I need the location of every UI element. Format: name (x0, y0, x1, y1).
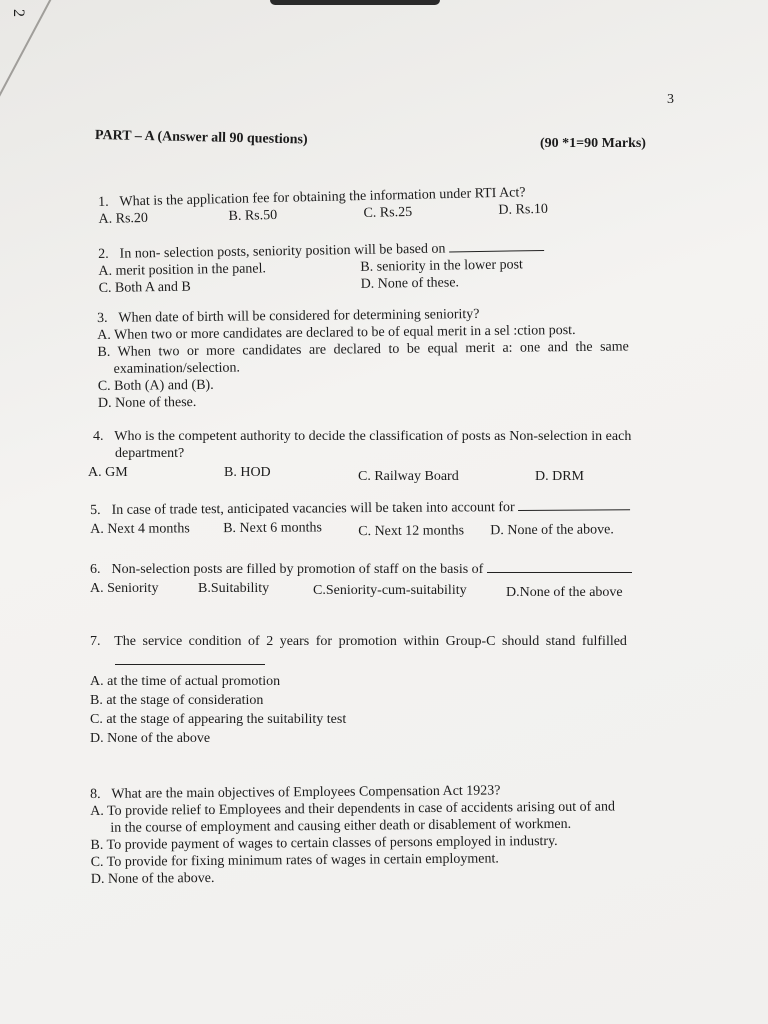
question-text: In case of trade test, anticipated vacancies will be taken into account for (111, 500, 515, 518)
option-a: A. Seniority (90, 581, 159, 596)
question-number: 3. (97, 310, 108, 326)
option-a: A. Next 4 months (90, 521, 190, 537)
question-7 (90, 633, 690, 748)
option-a: A. at the time of actual promotion (90, 674, 281, 689)
option-a: A. GM (88, 465, 128, 480)
option-d: D. None of the above. (490, 522, 614, 539)
option-b: B.Suitability (198, 581, 270, 596)
question-5 (90, 498, 690, 538)
question-number: 8. (90, 786, 101, 802)
corner-mark: 2 (10, 9, 27, 17)
question-3 (97, 304, 688, 412)
answer-blank (518, 509, 630, 511)
question-number: 6. (90, 562, 101, 577)
option-b-continued: examination/selection. (113, 360, 241, 377)
option-d: D. None of the above. (90, 870, 215, 887)
question-8 (90, 781, 691, 888)
answer-blank (449, 250, 544, 252)
question-text: What are the main objectives of Employees Compensation Act 1923? (111, 783, 501, 802)
option-d: D. Rs.10 (498, 201, 549, 218)
option-b: B. To provide payment of wages to certain classes of persons employed in industry. (90, 833, 558, 853)
question-text-continued: department? (115, 446, 185, 461)
option-c: C. Both A and B (98, 279, 191, 296)
question-text: Who is the competent authority to decide the classification of posts as Non-selection in each (114, 429, 632, 444)
question-4 (88, 428, 693, 484)
answer-blank (487, 572, 632, 573)
question-number: 1. (98, 194, 109, 210)
option-a: A. merit position in the panel. (98, 261, 267, 279)
question-number: 5. (90, 502, 101, 518)
option-c: C. Railway Board (358, 469, 459, 484)
option-c: C. Rs.25 (363, 204, 413, 221)
option-b: B. HOD (224, 465, 271, 480)
option-a: A. Rs.20 (98, 210, 149, 227)
question-6 (90, 561, 690, 600)
scan-shadow (270, 0, 440, 5)
question-text: Non-selection posts are filled by promotion of staff on the basis of (111, 562, 484, 577)
option-d: D. None of these. (360, 275, 460, 292)
option-d: D. None of these. (97, 394, 197, 411)
option-a-continued: in the course of employment and causing either death or disablement of workmen. (110, 816, 572, 836)
option-d: D.None of the above (506, 585, 623, 600)
marks-heading: (90 *1=90 Marks) (540, 136, 646, 151)
option-d: D. DRM (535, 469, 585, 484)
option-a: A. To provide relief to Employees and their dependents in case of accidents arising out of and (90, 799, 616, 819)
option-b: B. Next 6 months (223, 520, 323, 537)
part-heading: PART – A (Answer all 90 questions) (94, 128, 308, 148)
question-number: 2. (98, 246, 109, 262)
option-a: A. When two or more candidates are declared to be of equal merit in a sel :ction post. (97, 322, 576, 343)
question-text: What is the application fee for obtaining the information under RTI Act? (119, 185, 526, 210)
question-text: In non- selection posts, seniority position will be based on (119, 241, 446, 262)
page-number: 3 (667, 92, 674, 107)
option-c: C.Seniority-cum-suitability (313, 583, 467, 598)
question-number: 7. (90, 634, 101, 649)
paper-fold-line (0, 0, 57, 131)
option-d: D. None of the above (90, 731, 211, 746)
option-c: C. at the stage of appearing the suitability test (90, 712, 347, 727)
question-text: The service condition of 2 years for promotion within Group-C should stand fulfilled (114, 634, 627, 649)
option-b: B. When two or more candidates are declared to be equal merit a: one and the same (97, 339, 629, 360)
option-c: C. Next 12 months (358, 523, 465, 540)
question-number: 4. (93, 429, 104, 444)
option-b: B. seniority in the lower post (360, 257, 524, 275)
option-c: C. To provide for fixing minimum rates of wages in certain employment. (90, 851, 499, 870)
option-b: B. at the stage of consideration (90, 693, 264, 708)
option-b: B. Rs.50 (228, 207, 278, 225)
answer-blank (115, 650, 265, 665)
question-text: When date of birth will be considered for determining seniority? (118, 306, 480, 326)
question-2 (98, 237, 699, 297)
option-c: C. Both (A) and (B). (97, 377, 214, 394)
question-1 (98, 180, 699, 228)
